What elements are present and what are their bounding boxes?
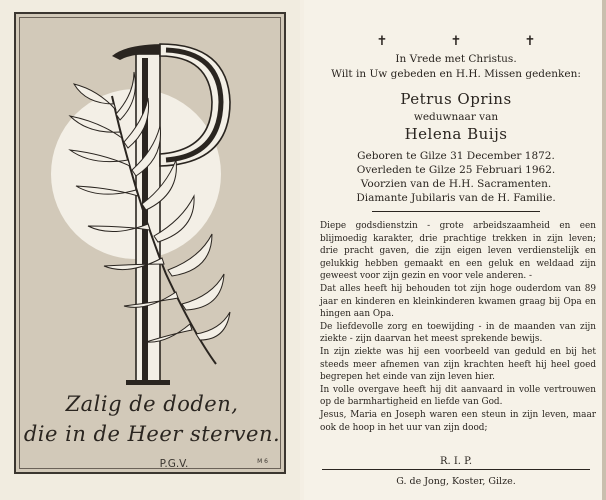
divider [372,211,540,212]
eulogy-paragraph: Dat alles heeft hij behouden tot zijn hoge ouderdom van 89 jaar en kinderen en kleinkinderen kwamen graag bij Opa en hingen aan Opa. [320,283,596,320]
header-line2: Wilt in Uw gebeden en H.H. Missen gedenken: [331,68,581,80]
birth-line: Geboren te Gilze 31 December 1872. [357,150,555,162]
death-line: Overleden te Gilze 25 Februari 1962. [356,164,556,176]
deceased-name: Petrus Oprins [400,90,512,108]
memorial-card-front [0,0,300,500]
header-line1: In Vrede met Christus. [395,53,517,65]
text-panel [312,10,600,490]
eulogy-paragraph: In volle overgave heeft hij dit aanvaard in volle vertrouwen op de barmhartigheid en liefde van God. [320,384,596,408]
relation-label: weduwnaar van [413,111,499,123]
eulogy-paragraph: De liefdevolle zorg en toewijding - in de maanden van zijn ziekte - zijn daarvan het meest sprekende bewijs. [320,321,596,345]
eulogy-text [320,220,596,434]
cross-icon: ✝ [376,34,388,49]
scripture-caption-line2: die in de Heer sterven. [23,422,281,446]
crosses-row [312,34,600,54]
eulogy-paragraph: Jesus, Maria en Joseph waren een steun in zijn leven, maar ook de hoop in het uur van zijn dood; [320,409,596,433]
cross-icon: ✝ [450,34,462,49]
publisher-mark: P.G.V. [159,458,189,470]
printer-credit: G. de Jong, Koster, Gilze. [396,476,516,487]
divider [322,469,590,470]
sacraments-line: Voorzien van de H.H. Sacramenten. [360,178,552,190]
scripture-caption-line1: Zalig de doden, [65,392,239,416]
rip-closing: R. I. P. [439,456,473,467]
jubilee-line: Diamante Jubilaris van de H. Familie. [356,192,556,204]
eulogy-paragraph: Diepe godsdienstzin - grote arbeidszaamheid en een blijmoedig karakter, drie prachtige trekken in zijn leven; drie pracht gaven, die zijn eigen leven verdienstelijk en gelukkig hebben gemaakt en een geluk en weldaad zijn geweest voor zijn gezin en voor vele anderen. - [320,221,596,282]
cross-icon: ✝ [524,34,536,49]
spouse-name: Helena Buijs [404,125,508,143]
memorial-card-back [304,0,606,500]
front-frame [14,12,286,474]
card-number: M 6 [257,458,268,465]
eulogy-paragraph: In zijn ziekte was hij een voorbeeld van geduld en bij het steeds meer afnemen van zijn krachten heeft hij heel goed begrepen het einde van zijn leven hier. [320,346,596,383]
